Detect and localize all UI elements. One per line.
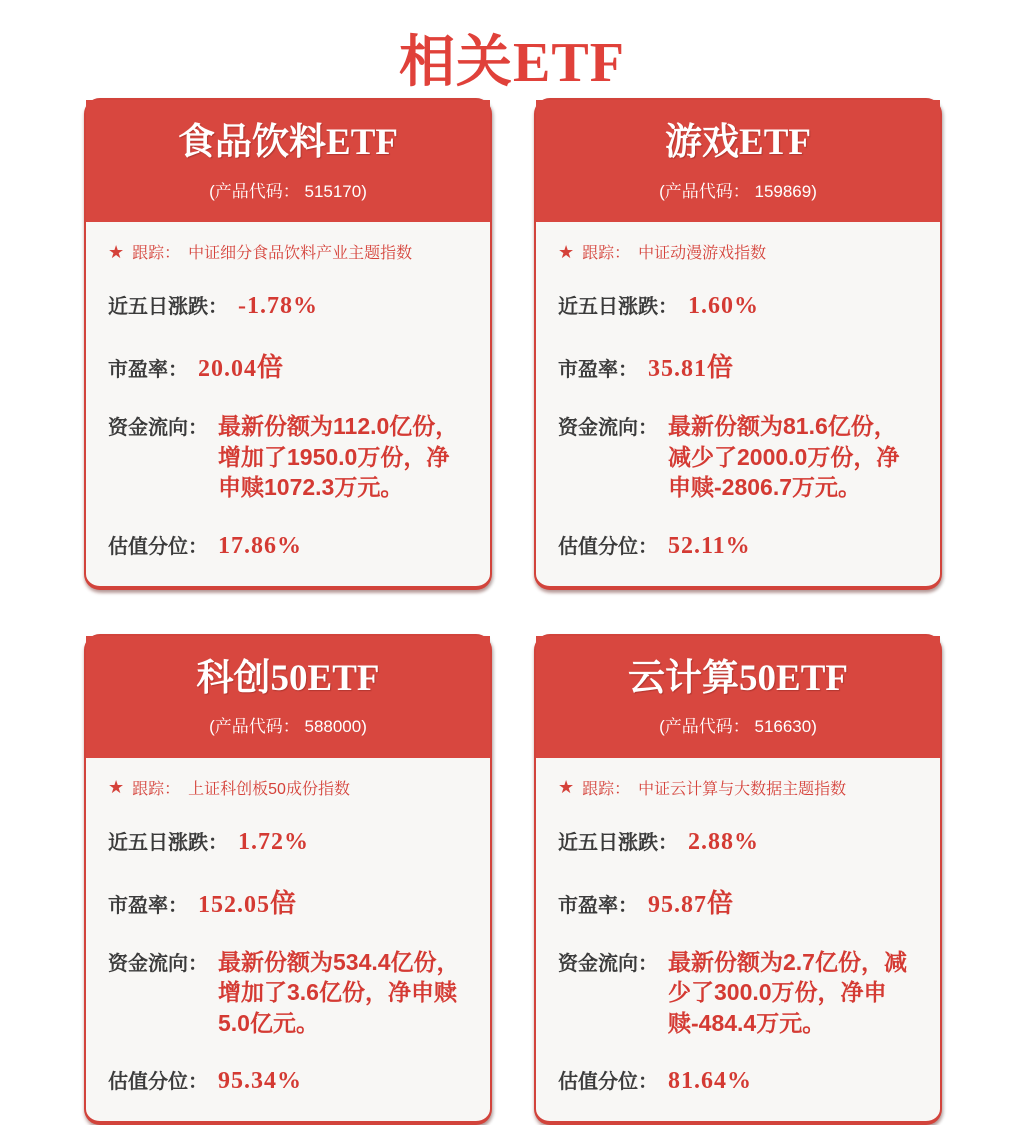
card-header xyxy=(86,636,490,758)
track-label: 跟踪： xyxy=(132,780,181,798)
valuation-label: 估值分位： xyxy=(558,1071,658,1094)
card-body xyxy=(86,222,490,586)
etf-name xyxy=(96,658,480,700)
card-body xyxy=(536,758,940,1122)
track-row xyxy=(558,240,918,263)
flow-row xyxy=(108,411,468,503)
etf-card-cloud50 xyxy=(534,634,942,1125)
flow-value: 最新份额为2.7亿份，减少了300.0万份，净申赎-484.4万元。 xyxy=(668,948,907,1036)
star-icon: ★ xyxy=(558,777,575,798)
star-icon: ★ xyxy=(558,241,575,262)
flow-label: 资金流向： xyxy=(558,952,658,975)
track-label: 跟踪： xyxy=(582,245,631,262)
track-row xyxy=(108,240,468,263)
valuation-row xyxy=(108,1065,468,1095)
pe-label: 市盈率： xyxy=(108,894,188,917)
etf-name-cn: 科创 xyxy=(196,656,271,698)
flow-row xyxy=(558,411,918,503)
track-label: 跟踪： xyxy=(132,245,181,262)
pe-row xyxy=(108,347,468,384)
pe-value: 35.81 xyxy=(648,356,707,382)
change5d-label: 近五日涨跌： xyxy=(558,296,678,318)
etf-name-en: ETF xyxy=(739,122,811,163)
track-index: 中证云计算与大数据主题指数 xyxy=(638,780,847,798)
change5d-row xyxy=(108,826,468,856)
etf-name xyxy=(96,122,480,164)
valuation-label: 估值分位： xyxy=(108,1071,208,1094)
etf-name-cn: 云计算 xyxy=(628,656,740,698)
flow-label: 资金流向： xyxy=(108,417,208,439)
etf-name-en: 50ETF xyxy=(739,657,848,699)
track-index: 中证动漫游戏指数 xyxy=(638,245,767,262)
valuation-value: 52.11% xyxy=(668,532,751,559)
flow-value: 最新份额为534.4亿份，增加了3.6亿份，净申赎5.0亿元。 xyxy=(218,948,460,1036)
valuation-row xyxy=(558,1065,918,1095)
etf-card-game xyxy=(534,98,942,590)
flow-row xyxy=(558,947,918,1039)
change5d-value: 1.72% xyxy=(238,828,309,855)
page-title-en: ETF xyxy=(513,32,625,94)
etf-name-en: ETF xyxy=(326,122,398,163)
change5d-label: 近五日涨跌： xyxy=(558,831,678,854)
change5d-row xyxy=(558,826,918,856)
pe-unit: 倍 xyxy=(707,887,734,918)
product-code: (产品代码： 516630) xyxy=(659,717,817,737)
valuation-label: 估值分位： xyxy=(108,535,208,558)
etf-name xyxy=(546,122,930,164)
page-title-cn: 相关 xyxy=(399,30,514,93)
card-header xyxy=(86,100,490,222)
etf-cards-grid xyxy=(84,98,944,1125)
valuation-value: 95.34% xyxy=(218,1068,302,1095)
flow-label: 资金流向： xyxy=(108,952,208,975)
pe-row xyxy=(558,347,918,384)
page-title xyxy=(0,0,1024,96)
pe-row xyxy=(108,883,468,920)
etf-name-en: 50ETF xyxy=(270,657,380,699)
track-label: 跟踪： xyxy=(582,780,631,798)
etf-name xyxy=(546,658,930,700)
star-icon: ★ xyxy=(108,241,125,262)
product-code: (产品代码： 159869) xyxy=(659,181,817,201)
product-code: (产品代码： 515170) xyxy=(209,181,367,201)
pe-unit: 倍 xyxy=(707,352,734,382)
pe-label: 市盈率： xyxy=(108,359,188,381)
track-index: 上证科创板50成份指数 xyxy=(188,780,350,798)
valuation-value: 17.86% xyxy=(218,532,302,559)
flow-row xyxy=(108,947,468,1039)
pe-row xyxy=(558,883,918,920)
card-header xyxy=(536,636,940,758)
flow-label: 资金流向： xyxy=(558,417,658,439)
change5d-label: 近五日涨跌： xyxy=(108,831,228,854)
etf-card-food-beverage xyxy=(84,98,492,590)
flow-value: 最新份额为112.0亿份，增加了1950.0万份，净申赎1072.3万元。 xyxy=(218,413,459,501)
change5d-value: 1.60% xyxy=(688,293,759,319)
star-icon: ★ xyxy=(108,777,125,798)
product-code: (产品代码： 588000) xyxy=(209,717,367,737)
valuation-label: 估值分位： xyxy=(558,535,658,558)
valuation-row xyxy=(558,530,918,560)
pe-value: 20.04 xyxy=(198,356,257,382)
change5d-value: -1.78% xyxy=(238,293,318,319)
flow-value: 最新份额为81.6亿份，减少了2000.0万份，净申赎-2806.7万元。 xyxy=(668,413,900,501)
change5d-row xyxy=(108,290,468,320)
card-header xyxy=(536,100,940,222)
etf-card-star50 xyxy=(84,634,492,1125)
change5d-value: 2.88% xyxy=(688,828,759,855)
pe-label: 市盈率： xyxy=(558,359,638,381)
pe-label: 市盈率： xyxy=(558,894,638,917)
valuation-value: 81.64% xyxy=(668,1068,752,1095)
card-body xyxy=(536,222,940,586)
change5d-row xyxy=(558,290,918,320)
track-index: 中证细分食品饮料产业主题指数 xyxy=(188,245,413,262)
valuation-row xyxy=(108,530,468,560)
etf-name-cn: 食品饮料 xyxy=(178,121,327,162)
pe-value: 152.05 xyxy=(198,891,270,918)
pe-unit: 倍 xyxy=(257,352,284,382)
pe-value: 95.87 xyxy=(648,891,707,918)
etf-name-cn: 游戏 xyxy=(665,121,740,162)
track-row xyxy=(108,776,468,799)
card-body xyxy=(86,758,490,1122)
track-row xyxy=(558,776,918,799)
pe-unit: 倍 xyxy=(270,887,297,918)
change5d-label: 近五日涨跌： xyxy=(108,296,228,318)
